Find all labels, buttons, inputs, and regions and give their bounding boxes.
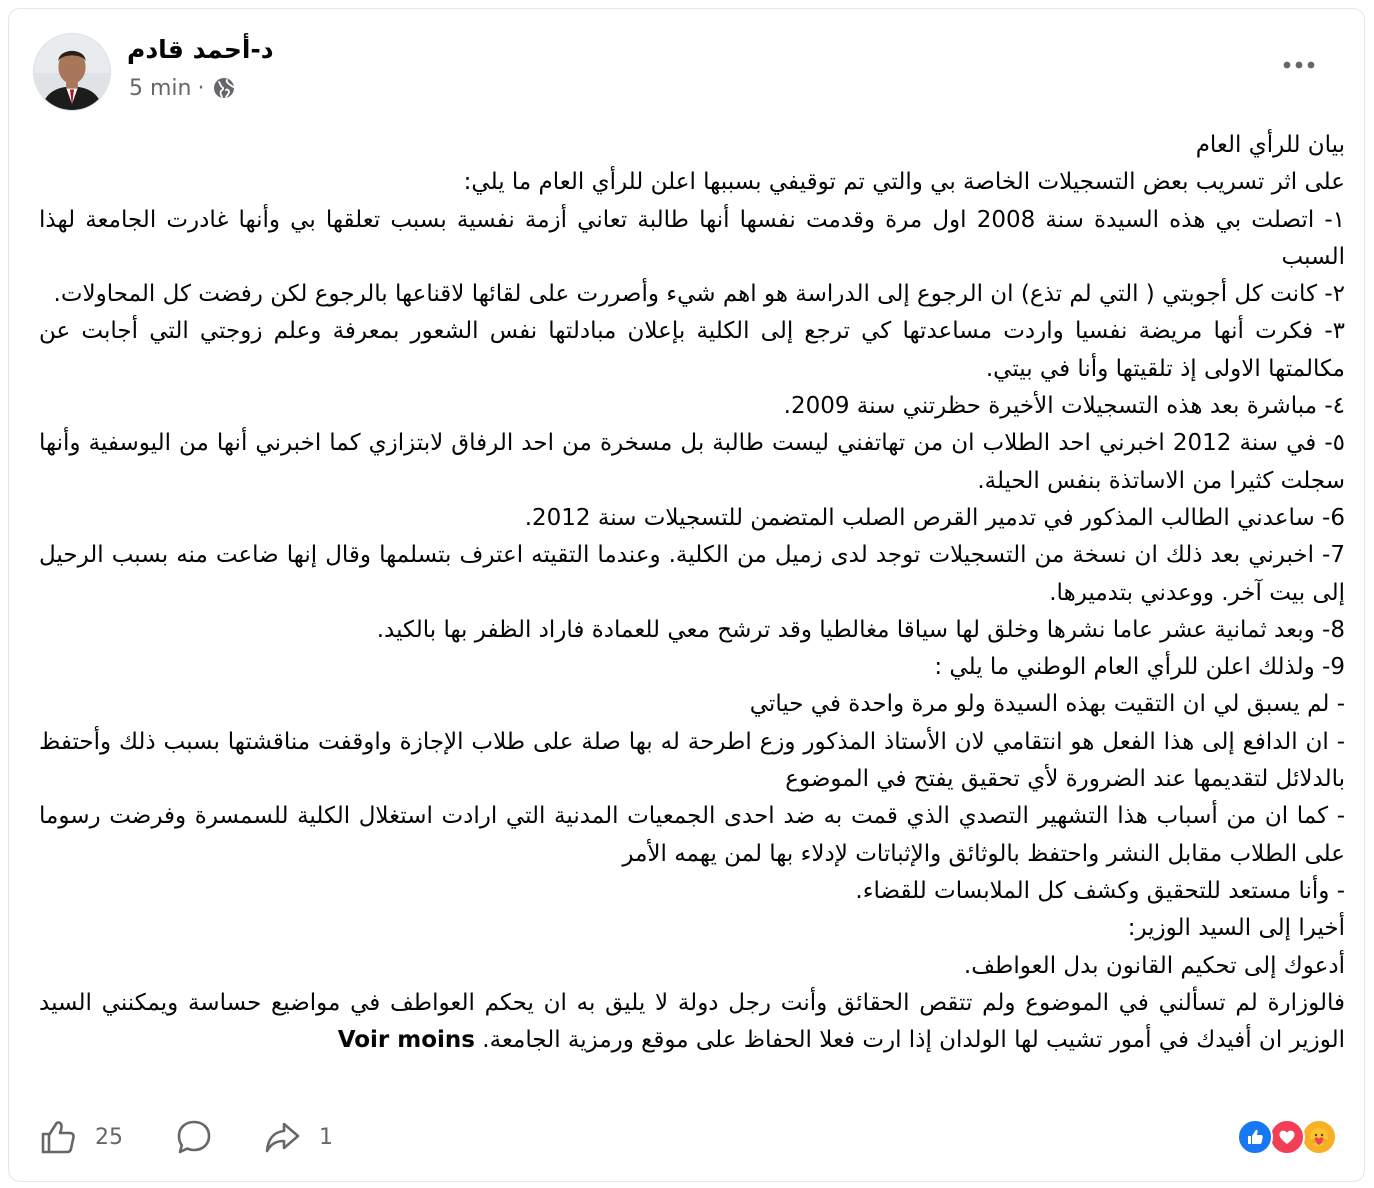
post-line: - ان الدافع إلى هذا الفعل هو انتقامي لان الأستاذ المذكور وزع اطرحة له بها صلة على طلاب الإجازة واوقفت مناقشتها بسبب ذلك وأحتفظ بالدلائل لتقديمها عند الضرورة لأي تحقيق يفتح في الموضوع [39,728,1345,793]
like-reaction-icon [1237,1119,1273,1155]
post-card [8,8,1365,1182]
author-name[interactable]: د-أحمد قادم [127,35,274,64]
share-count: 1 [319,1124,333,1150]
avatar-photo [34,34,110,110]
post-meta [129,73,236,103]
post-line: - لم يسبق لي ان التقيت بهذه السيدة ولو مرة واحدة في حياتي [749,691,1345,718]
like-button[interactable] [39,1117,123,1157]
post-line: على اثر تسريب بعض التسجيلات الخاصة بي والتي تم توقيفي بسببها اعلن للرأي العام ما يلي: [463,169,1345,196]
share-icon [263,1118,301,1156]
post-body [39,127,1345,1099]
post-line: ٥- في سنة 2012 اخبرني احد الطلاب ان من تهاتفني ليست طالبة بل مسخرة من احد الرفاق لابتزازي كما اخبرني أنها من اليوسفية وأنها سجلت كثيرا من الاساتذة بنفس الحيلة. [39,430,1345,494]
post-line: - كما ان من أسباب هذا التشهير التصدي الذي قمت به ضد احدى الجمعيات المدنية التي ارادت استغلال الكلية للسمسرة وفرضت رسوما على الطلاب مقابل النشر واحتفظ بالوثائق والإثباتات لإدلاء بها لمن يهمه الأمر [39,803,1345,867]
globe-icon [212,76,236,100]
more-options-button[interactable] [1271,45,1327,85]
share-button[interactable] [263,1117,333,1157]
author-avatar[interactable] [33,33,111,111]
post-line: 8- وبعد ثمانية عشر عاما نشرها وخلق لها سياقا مغالطيا وقد ترشح معي للعمادة فاراد الظفر بها بالكيد. [376,616,1345,643]
post-footer [9,1109,1364,1169]
post-line: فالوزارة لم تسألني في الموضوع ولم تتقص الحقائق وأنت رجل دولة لا يليق به ان يحكم العواطف في مواضيع حساسة ويمكنني السيد الوزير ان أفيدك في أمور تشيب لها الولدان إذا ارت فعلا الحفاظ على موقع ورمزية الجامعة. [39,989,1345,1054]
post-line: ١- اتصلت بي هذه السيدة سنة 2008 اول مرة وقدمت نفسها أنها طالبة تعاني أزمة نفسية بسبب تعلقها بي وأنها غادرت الجامعة لهذا السبب [39,206,1345,270]
post-line-last [39,985,1345,1060]
like-count: 25 [95,1124,123,1150]
thumbs-up-icon [39,1118,77,1156]
comment-button[interactable] [175,1117,213,1157]
reactions-summary[interactable] [1237,1119,1347,1155]
ellipsis-icon [1281,59,1317,71]
post-timestamp[interactable]: 5 min [129,75,192,101]
post-line: 9- ولذلك اعلن للرأي العام الوطني ما يلي : [934,654,1345,681]
post-line: 6- ساعدني الطالب المذكور في تدمير القرص الصلب المتضمن للتسجيلات سنة 2012. [524,504,1345,531]
post-line: ٣- فكرت أنها مريضة نفسيا واردت مساعدتها كي ترجع إلى الكلية بإعلان مبادلتها نفس الشعور بمعرفة وعلم زوجتي التي أجابت عن مكالمتها الاولى إذ تلقيتها وأنا في بيتي. [39,318,1345,382]
post-line: ٢- كانت كل أجوبتي ( التي لم تذع) ان الرجوع إلى الدراسة هو اهم شيء وأصررت على لقائها لاقناعها بالرجوع لكن رفضت كل المحاولات. [53,281,1345,308]
post-line: 7- اخبرني بعد ذلك ان نسخة من التسجيلات توجد لدى زميل من الكلية. وعندما التقيته اعترف بتسلمها وقال إنها ضاعت منه بسبب الرحيل إلى بيت آخر. ووعدني بتدميرها. [39,542,1345,606]
post-line: - وأنا مستعد للتحقيق وكشف كل الملابسات للقضاء. [855,877,1345,904]
post-line: أدعوك إلى تحكيم القانون بدل العواطف. [963,952,1345,979]
comment-icon [175,1118,213,1156]
meta-separator: · [197,75,205,101]
see-less-button[interactable]: Voir moins [337,1027,475,1054]
care-reaction-icon [1301,1119,1337,1155]
post-line: أخيرا إلى السيد الوزير: [1127,915,1345,942]
post-line: ٤- مباشرة بعد هذه التسجيلات الأخيرة حظرتني سنة 2009. [783,393,1345,420]
love-reaction-icon [1269,1119,1305,1155]
post-line: بيان للرأي العام [1195,132,1345,158]
